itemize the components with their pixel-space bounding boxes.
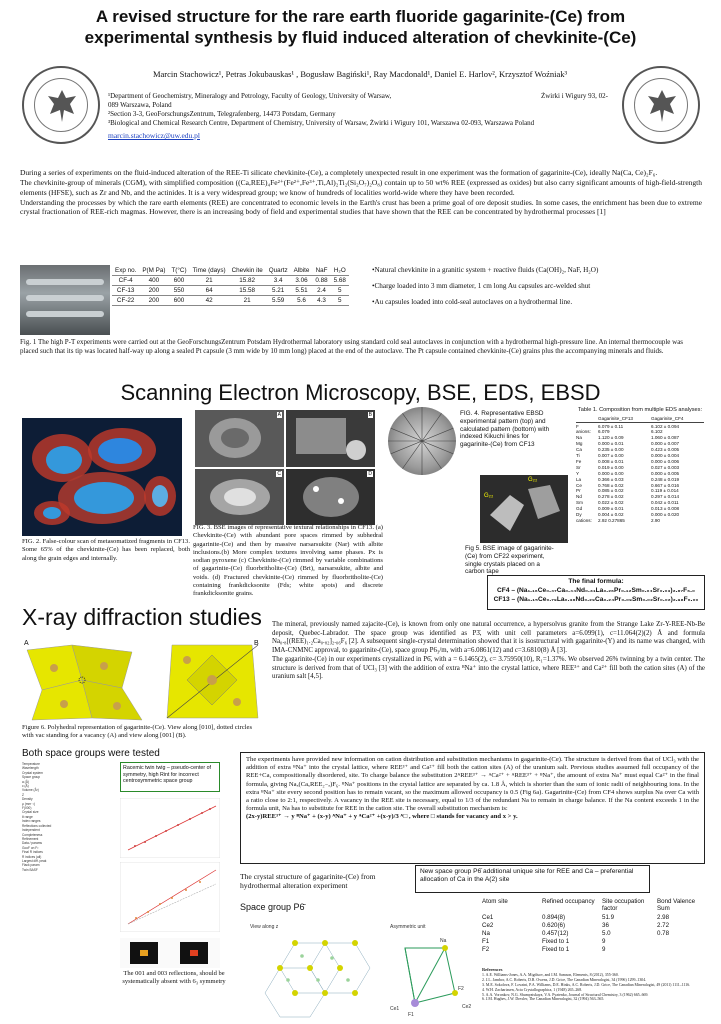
- crystal-structure-title: The crystal structure of gagarinite-(Ce) from hydrothermal alteration experiment: [240, 872, 376, 891]
- table-cell: [657, 938, 707, 946]
- table-cell: anions:: [576, 429, 591, 435]
- new-space-group-note: New space group P6̄ additional unique site for REE and Ca – preferential allocation of Ca in the A(2) site: [415, 865, 650, 893]
- bullet-fluids: •Natural chevkinite in a granitic system + reactive fluids (Ca(OH)₂, NaF, H₂O): [372, 266, 599, 274]
- table-cell: Mg: [576, 441, 583, 447]
- table-cell: CF-4: [112, 276, 139, 286]
- figure-2-caption: FIG. 2. False-colour scan of metasomatized fragments in CF13. Some 65% of the chevkinite-(Ce) has been replaced, both along the grain edges and internally.: [22, 538, 190, 562]
- affiliation-1-address: Żwirki i Wigury 93, 02-: [540, 92, 608, 100]
- column-header: P(M Pa): [139, 266, 168, 276]
- substitution-mechanism-box: [240, 752, 705, 864]
- table-cell: 0.008 ± 0.01: [598, 458, 624, 464]
- table-cell: 0.297 ± 0.014: [651, 494, 680, 500]
- table-cell: 0.042 ± 0.011: [651, 500, 679, 506]
- table-cell: 0.620(6): [542, 922, 566, 929]
- table-row: [112, 286, 349, 296]
- substitution-text: The experiments have provided new information on cation distribution and substitution mechanisms in gagarinite-(Ce). The structure is derived from that of UCl₃ with the addition of extra ᴮNa⁺ into the crystal lattice, where REE³⁺ and Ca²⁺ fill both the cation sites (A) of the uranium salt. Previous studies assumed full occupancy of the REE+Ca, compositionally disordered, site. To charge balance the substitution 2ᴬREE³⁺ → ᴬCa²⁺ + ᴬREE³⁺ + ᴮNa⁺, the amount of extra Na⁺ must equal Ca²⁺ in the final formula, giving Naₓ(CaₓREE₂₋ₓ)F₆. ᴮNa⁺ positions in the crystal lattice are separated by ca. 1.8 Å, which is shorter than the sum of ionic radii of neighbouring ions. In the extra ᴮNa⁺ site every second position has to remain vacant, so the maximum allowed occupancy is 0.5 (Fig 6a). Gagarinite-(Ce) from CF4 shows surplus Na over Ca with a ratio close to 2:1, respectively. A vacancy in the REE site is necessary, equal to 1/3 of the redundant Na to remain in charge balance. If the Na content exceeds 1 in the formula unit, Na has to substitute for REE in the cation site. The overall substitution mechanism is:: [246, 756, 699, 813]
- panel-label: C: [277, 470, 281, 477]
- refinement-line: Temperature: [22, 762, 40, 766]
- table-cell: 600: [168, 276, 189, 286]
- atom-label: Ce2: [462, 1004, 472, 1010]
- xrd-paragraph-1: The mineral, previously named zajacite-(Ce), is known from only one natural occurrence, a hypersolvus granite from the Strange Lake Zr-Y-REE-Nb-Be deposit, Quebec-Labrador. The space group was identified as P3̄, with unit cell parameters a=6.099(1), c=11.064(2)(2) Å and formula Na₀.₈[(REE)₁.₂Ca₀.₈₂]₂.₀₆F₆ [2]. A subsequent single-crystal determination showed that it is isostructural with gagarinite-(Y) and its name was changed, with IMA-CNMNC approval, to gagarinite-(Ce), space group P6₃/m, with a=6.0861(12) and c=3.6810(8) Å [3].: [272, 621, 705, 655]
- affiliation-2: ²Section 3-3, GeoForschungsZentrum, Telegrafenberg, 14473 Potsdam, Germany: [108, 110, 336, 118]
- table-cell: 0.000 ± 0.00: [598, 470, 624, 476]
- experiment-conditions-table: [112, 266, 349, 306]
- table-cell: 21: [229, 296, 266, 306]
- table-cell: 3.06: [291, 276, 313, 286]
- table-cell: 15.58: [229, 286, 266, 296]
- refinement-line: Completeness: [22, 832, 43, 837]
- affiliations: [108, 92, 608, 141]
- table-cell: 0.000 ± 0.006: [651, 458, 680, 464]
- refinement-line: R indices (all): [22, 854, 42, 859]
- table-cell: CF-22: [112, 296, 139, 306]
- figure-4-caption: FIG. 4. Representative EBSD experimental pattern (top) and calculated pattern (bottom) with indexed Kikuchi lines for gagarinite-(Ce) from CF13: [460, 410, 550, 449]
- atom-label: Ce1: [390, 1006, 400, 1012]
- asymmetric-unit-label: Asymmetric unit: [390, 924, 426, 930]
- reference-item: 5. A.A. Voronkov, N.G. Shumyatskaya, V.A. Pyatenko, Journal of Structural Chemistry, 3 (1962) 665–669.: [482, 992, 649, 997]
- refinement-line: Z: [22, 792, 24, 797]
- column-header: Time (days): [190, 266, 229, 276]
- column-header: Gagarinite_CF13: [598, 415, 633, 421]
- table-cell: 15.82: [229, 276, 266, 286]
- column-header: Site occupation factor: [602, 898, 645, 912]
- refinement-line: Refinement: [22, 836, 39, 841]
- table-cell: Na: [576, 435, 582, 441]
- table-cell: 5.6: [291, 296, 313, 306]
- atom-label: F2: [458, 986, 464, 992]
- reference-item: 3. M.E. Sokolova, F. Lovaini, P.A. Williams, D.E. Hinks, A.C. Roberts, J.D. Grice, The Canadian Mineralogist, 49 (2011) 1111–1116.: [482, 982, 691, 987]
- bullet-capsules: •Charge loaded into 3 mm diameter, 1 cm long Au capsules arc-welded shut: [372, 282, 591, 290]
- table-cell: 4.3: [312, 296, 330, 306]
- table-cell: Ca: [576, 447, 582, 453]
- table-cell: cations:: [576, 518, 592, 523]
- table-cell: 0.000 ± 0.01: [598, 441, 624, 447]
- formula-cf13: CF13 – (Na₁.₁₅Ce₀.₇₉La₀.₃₈Nd₀.₂₉Ca₀.₂₄Pr₀.₀₉Sm₀.₀₂Sr₀.₀₂)₂.₉₈F₆.₀₀: [493, 596, 699, 603]
- table-cell: 200: [139, 296, 168, 306]
- refinement-line: μ (mm⁻¹): [22, 801, 35, 806]
- table-cell: 550: [168, 286, 189, 296]
- site-occupancy-table: [482, 898, 707, 954]
- table-cell: 9: [602, 946, 606, 953]
- reference-item: 2. J.L. Jambor, A.C. Roberts, D.R. Owens, J.D. Grice, The Canadian Mineralogist, 34 (1996) 1299–1304.: [482, 977, 647, 982]
- table-cell: 6.079 ± 0.11: [598, 423, 624, 429]
- table-cell: 2.90: [651, 518, 660, 523]
- table-cell: 0.019 ± 0.00: [598, 464, 624, 470]
- references-title: References: [482, 967, 503, 972]
- table-cell: 2.92 0.27865: [598, 518, 625, 523]
- substitution-equation: (2x-y)REE³⁺ → y ᴮNa⁺ + (x-y) ᴬNa⁺ + y ᴬCa²⁺ +(x-y)/3 ᴬ□ , where □ stands for vacancy and x > y.: [246, 813, 518, 821]
- table-cell: 5.68: [331, 276, 349, 286]
- intro-paragraph-3: Understanding the processes by which the rare earth elements (REE) are concentrated to economic levels in the Earth's crust has been a prime goal of ore deposit studies. In some cases, the enrichment has been due to extreme crystal fractionation of REE-rich magmas. However, there is an increasing body of field and experimental studies that have shown that the REE can be concentrated by hydrothermal processes [1]: [20, 197, 702, 217]
- panel-label: B: [368, 412, 372, 418]
- table-cell: La: [576, 476, 582, 482]
- column-header: T(°C): [168, 266, 189, 276]
- table-cell: 5: [331, 286, 349, 296]
- figure-5-bse-crystals: [480, 475, 568, 543]
- table-row: [482, 922, 707, 930]
- table-cell: 0.894(8): [542, 914, 566, 921]
- poster-title: [0, 6, 721, 48]
- xrd-section-heading: X-ray diffraction studies: [22, 604, 262, 630]
- bse-panel-d: [286, 469, 375, 526]
- table-cell: 6.102: [651, 429, 663, 435]
- table-cell: 2.72: [657, 922, 670, 929]
- table-cell: 0.235 ± 0.00: [598, 447, 624, 453]
- formula-title: The final formula:: [568, 578, 624, 585]
- refinement-line: Data / params: [22, 841, 43, 846]
- figure-2-false-colour-scan: [22, 418, 182, 536]
- crystal-structure-diagram: [240, 918, 480, 1018]
- table-cell: 600: [168, 296, 189, 306]
- table-cell: 0.009 ± 0.01: [598, 506, 624, 512]
- table-cell: F: [576, 423, 579, 429]
- racemic-twin-note: Racemic twin twig – pseudo-center of symmetry, high Rint for incorrect centrosymmetric space group: [120, 762, 220, 792]
- table-cell: 5.21: [266, 286, 291, 296]
- table-cell: 0.119 ± 0.014: [651, 488, 679, 494]
- refinement-line: Volume (Å³): [22, 788, 39, 793]
- column-header: Albite: [291, 266, 313, 276]
- table-cell: 6.079: [598, 429, 610, 435]
- table-cell: 0.004 ± 0.02: [598, 512, 624, 518]
- table-cell: Ce1: [482, 914, 494, 921]
- figure-3-bse-images: [195, 410, 375, 525]
- table-cell: 1.060 ± 0.087: [651, 435, 680, 441]
- table-cell: 2.98: [657, 914, 670, 921]
- table-cell: 5: [331, 296, 349, 306]
- table-cell: Y: [576, 470, 580, 476]
- bse-panel-b: [286, 410, 375, 467]
- table-cell: Ce2: [482, 922, 494, 929]
- table-row: [112, 276, 349, 286]
- table-cell: Sr: [576, 464, 581, 470]
- refinement-line: Largest diff. peak: [22, 858, 47, 863]
- panel-label: A: [24, 640, 29, 647]
- view-label: View along z: [250, 924, 279, 930]
- bullet-autoclaves: •Au capsules loaded into cold-seal autoclaves on a hydrothermal line.: [372, 298, 573, 306]
- final-formula-box: [487, 575, 705, 610]
- panel-label: A: [277, 412, 281, 418]
- refinement-line: GooF on F²: [22, 845, 39, 850]
- refinement-line: F(000): [22, 806, 32, 811]
- faculty-seal-right: [622, 66, 700, 144]
- table-cell: 0.366 ± 0.03: [598, 476, 624, 482]
- table-cell: 21: [190, 276, 229, 286]
- references: [482, 968, 707, 1002]
- table-cell: 6.102 ± 0.094: [651, 423, 680, 429]
- table-cell: 0.007 ± 0.00: [598, 453, 624, 459]
- table-row: [482, 930, 707, 938]
- author-list: Marcin Stachowicz¹, Petras Jokubauskas¹ , Bogusław Bagiński¹, Ray Macdonald¹, Daniel E. Harlov², Krzysztof Woźniak³: [152, 69, 568, 79]
- refinement-line: Flack param: [22, 863, 40, 868]
- table-cell: Fixed to 1: [542, 946, 570, 953]
- refinement-line: Final R indices: [22, 850, 43, 855]
- table-cell: Fe: [576, 458, 582, 464]
- reference-item: 6. J.M. Hughes, J.W. Drexler, The Canadian Mineralogist, 32 (1994) 563–565.: [482, 997, 605, 1002]
- table-row: [482, 914, 707, 922]
- table-cell: 0.085 ± 0.02: [598, 488, 624, 494]
- refinement-line: Reflections collected: [22, 823, 52, 828]
- table-cell: 5.59: [266, 296, 291, 306]
- table-cell: Fixed to 1: [542, 938, 570, 945]
- figure-1-caption: Fig. 1 The high P-T experiments were carried out at the GeoForschungsZentrum Potsdam Hydrothermal laboratory using standard cold seal autoclaves in conjunction with a hydrothermal high-pressure line. An internal thermocouple was placed such that its tip was located half-way up along a sealed Pt capsule (3 mm wide by 10 mm long) placed at the end of the autoclave. The Pt capsule contained chevkinite-(Ce) grains plus the accompanying minerals and fluids.: [20, 338, 684, 355]
- title-line-1: A revised structure for the rare earth fluoride gagarinite-(Ce) from: [95, 7, 626, 26]
- bse-panel-c: [195, 469, 284, 526]
- column-header: NaF: [312, 266, 330, 276]
- column-header: Exp no.: [112, 266, 139, 276]
- contact-email-link[interactable]: marcin.stachowicz@uw.edu.pl: [108, 131, 201, 140]
- refinement-line: Twin BASF: [22, 867, 38, 872]
- table-cell: 0.013 ± 0.008: [651, 506, 680, 512]
- figure-3-caption: FIG. 3. BSE images of representative textural relationships in CF13. (a) Chevkinite-(Ce) with abundant pore spaces rimmed by subhedral gagarinite-(Ce) and then by massive narsarsukite (Nar) with albite inclusions.(b) More complex textures involving same phases. Px is sodian pyroxene (c) Chevkinite-(Ce) rimmed by variable combinations of gagarinite-(Ce) fluorbritholite-(Ce) (Brt), narsarsukite, albite and voids. (d) Fractured chevkinite-(Ce) rimmed by fluorbritholite-(Ce) containing frankdicksonite (Fds; white spots) and discrete frankdicksonite grains.: [193, 524, 383, 598]
- reference-item: 1. A.E. Williams-Jones, A.A. Migdisov, and I.M. Samson, Elements, 8 (2012), 355-360.: [482, 972, 619, 977]
- table-cell: Na: [482, 930, 490, 937]
- table-cell: 5.0: [602, 930, 611, 937]
- table-1-eds-composition: [576, 407, 704, 524]
- panel-label: B: [254, 640, 259, 647]
- eagle-icon: [644, 86, 680, 126]
- table-cell: 0.000 ± 0.007: [651, 441, 680, 447]
- university-seal-left: [22, 66, 100, 144]
- table-cell: 400: [139, 276, 168, 286]
- both-space-groups-heading: Both space groups were tested: [22, 748, 160, 759]
- eagle-icon: [44, 86, 80, 126]
- table-cell: 51.9: [602, 914, 615, 921]
- refinement-line: Index ranges: [22, 819, 41, 824]
- crystal-label: G₂₂: [484, 493, 494, 499]
- column-header: Gagarinite_CF4: [651, 415, 684, 421]
- table-cell: 0.000 ± 0.004: [651, 453, 680, 459]
- table-cell: 0.027 ± 0.003: [651, 464, 680, 470]
- refinement-line: Space group: [22, 775, 41, 780]
- table-cell: 0.000 ± 0.005: [651, 470, 680, 476]
- table-cell: 5.51: [291, 286, 313, 296]
- atom-label: F1: [408, 1012, 414, 1018]
- table-cell: 0.000 ± 0.020: [651, 512, 680, 518]
- figure-5-caption: Fig 5. BSE image of gagarinite-(Ce) from CF22 experiment, single crystals placed on a carbon tape: [465, 545, 554, 576]
- table-cell: Ce: [576, 482, 582, 488]
- refinement-parameters-table: [22, 762, 114, 1005]
- refinement-line: Wavelength: [22, 766, 39, 771]
- reflection-images: [120, 938, 220, 968]
- figure-6-polyhedral-representation: [22, 640, 262, 723]
- table-cell: 3.4: [266, 276, 291, 286]
- crystal-label: G₂₂: [528, 477, 538, 483]
- table-row: [112, 296, 349, 306]
- column-header: Quartz: [266, 266, 291, 276]
- table-cell: F1: [482, 938, 490, 945]
- xrd-discussion: [272, 621, 705, 682]
- table-cell: 2.4: [312, 286, 330, 296]
- column-header: Chevkin ite: [229, 266, 266, 276]
- table-cell: 0.768 ± 0.02: [598, 482, 624, 488]
- bse-panel-a: [195, 410, 284, 467]
- intro-paragraph-2: The chevkinite-group of minerals (CGM), with simplified composition ((Ca,REE)₄Fe²⁺(Fe²⁺,Fe³⁺,Ti,Al)₂Ti₂(Si₂O₇)₂O₈) contain up to 50 wt% REE (expressed as oxides) but also carry significant amounts of high-field-strength elements (HFSE), such as Zr and Nb, and the actinides. It is a very widespread group; we know of hundreds of localities world-wide where they have been recorded.: [20, 178, 702, 197]
- table-cell: 36: [602, 922, 609, 929]
- atom-label: Na: [440, 938, 447, 944]
- table-cell: Sm: [576, 500, 583, 506]
- refinement-line: Independent: [22, 828, 40, 833]
- table-cell: Dy: [576, 512, 582, 518]
- column-header: H₂O: [331, 266, 349, 276]
- table-cell: 42: [190, 296, 229, 306]
- title-line-2: experimental synthesis by fluid induced alteration of chevkinite-(Ce): [84, 28, 637, 47]
- space-group-label: Space group P6̄: [240, 902, 305, 912]
- table-cell: 1.120 ± 0.09: [598, 435, 624, 441]
- refinement-line: a (Å): [22, 779, 29, 784]
- intro-paragraph-1: During a series of experiments on the fluid-induced alteration of the REE-Ti silicate chevkinite-(Ce), a completely unexpected result in one experiment was the formation of gagarinite-(Ce), ideally Na(Ca, Ce)₂F₆.: [20, 168, 658, 177]
- table-cell: 0.457(12): [542, 930, 569, 937]
- table-cell: 0.88: [312, 276, 330, 286]
- formula-cf4: CF4 – (Na₁.₁₆Ce₀.₄₇Ca₀.₄₄Nd₀.₃₁La₀.₂₆Pr₀.₁₂Sm₀.₀₄Sr₀.₀₃)₂.₈₇F₆.₀: [497, 587, 695, 594]
- table-cell: F2: [482, 946, 490, 953]
- refinement-line: Density: [22, 797, 33, 802]
- table-cell: Gd: [576, 506, 583, 512]
- reflections-caption: The 001 and 003 reflections, should be systematically absent with 6₃ symmetry: [122, 970, 226, 985]
- table-cell: Nd: [576, 494, 582, 500]
- table-row: [576, 518, 704, 524]
- autoclave-photo: [20, 265, 110, 335]
- table-cell: 9: [602, 938, 606, 945]
- refinement-line: θ range: [22, 814, 33, 819]
- column-header: Atom site: [482, 898, 508, 905]
- sem-section-heading: Scanning Electron Microscopy, BSE, EDS, EBSD: [120, 380, 601, 405]
- reference-item: 4. W.H. Zachariasen, Acta Crystallographica, 1 (1948) 265–268.: [482, 987, 583, 992]
- experiment-bullets: [372, 266, 702, 314]
- affiliation-3: ³Biological and Chemical Research Centre, Department of Chemistry, University of Warsaw, Żwirki i Wigury 101, Warszawa 02-093, Warszawa Poland: [108, 119, 535, 127]
- figure-4-ebsd-pattern: [388, 407, 456, 475]
- table-cell: 0.423 ± 0.005: [651, 447, 680, 453]
- refinement-plot-2: [120, 862, 220, 932]
- refinement-plot-1: [120, 798, 220, 858]
- figure-6-caption: Figure 6. Polyhedral representation of gagarinite-(Ce). View along [010], dotted circles with vac standing for a vacancy (A) and view along [001] (B).: [22, 724, 253, 740]
- xrd-paragraph-2: The gagarinite-(Ce) in our experiments crystallized in P6̄, with a = 6.1465(2), c= 3.75950(10), R₁=1.37%. We observed 26% twinning by a twin center. The structure is derived from that of UCl₃ [3] with the addition of extra ᴮNa⁺ into the crystal lattice, where REE³⁺ and Ca²⁺ fill both the cation sites (A) of the uranium salt [4,5].: [272, 655, 705, 681]
- table-row: [482, 946, 707, 954]
- table-cell: 200: [139, 286, 168, 296]
- column-header: Bond Valence Sum: [657, 898, 696, 912]
- refinement-line: c (Å): [22, 784, 29, 789]
- table-row: [482, 938, 707, 946]
- table-cell: 0.78: [657, 930, 670, 937]
- table-cell: CF-13: [112, 286, 139, 296]
- refinement-line: Crystal size: [22, 810, 39, 815]
- table-cell: 64: [190, 286, 229, 296]
- column-header: Refined occupancy: [542, 898, 595, 905]
- table-cell: Ti: [576, 453, 580, 459]
- table-cell: 0.667 ± 0.016: [651, 482, 680, 488]
- affiliation-1: ¹Department of Geochemistry, Mineralogy and Petrology, Faculty of Geology, University of Warsaw,: [108, 92, 392, 100]
- table-cell: [657, 946, 707, 954]
- affiliation-1-city: 089 Warszawa, Poland: [108, 101, 172, 109]
- refinement-line: Crystal system: [22, 770, 43, 775]
- table-cell: 0.248 ± 0.019: [651, 476, 680, 482]
- table-cell: Pr: [576, 488, 581, 494]
- introduction: [20, 168, 702, 217]
- panel-label: D: [368, 470, 372, 477]
- table-1-title: Table 1. Composition from multiple EDS analyses:: [577, 407, 703, 413]
- table-cell: 0.278 ± 0.02: [598, 494, 624, 500]
- table-cell: 0.022 ± 0.02: [598, 500, 624, 506]
